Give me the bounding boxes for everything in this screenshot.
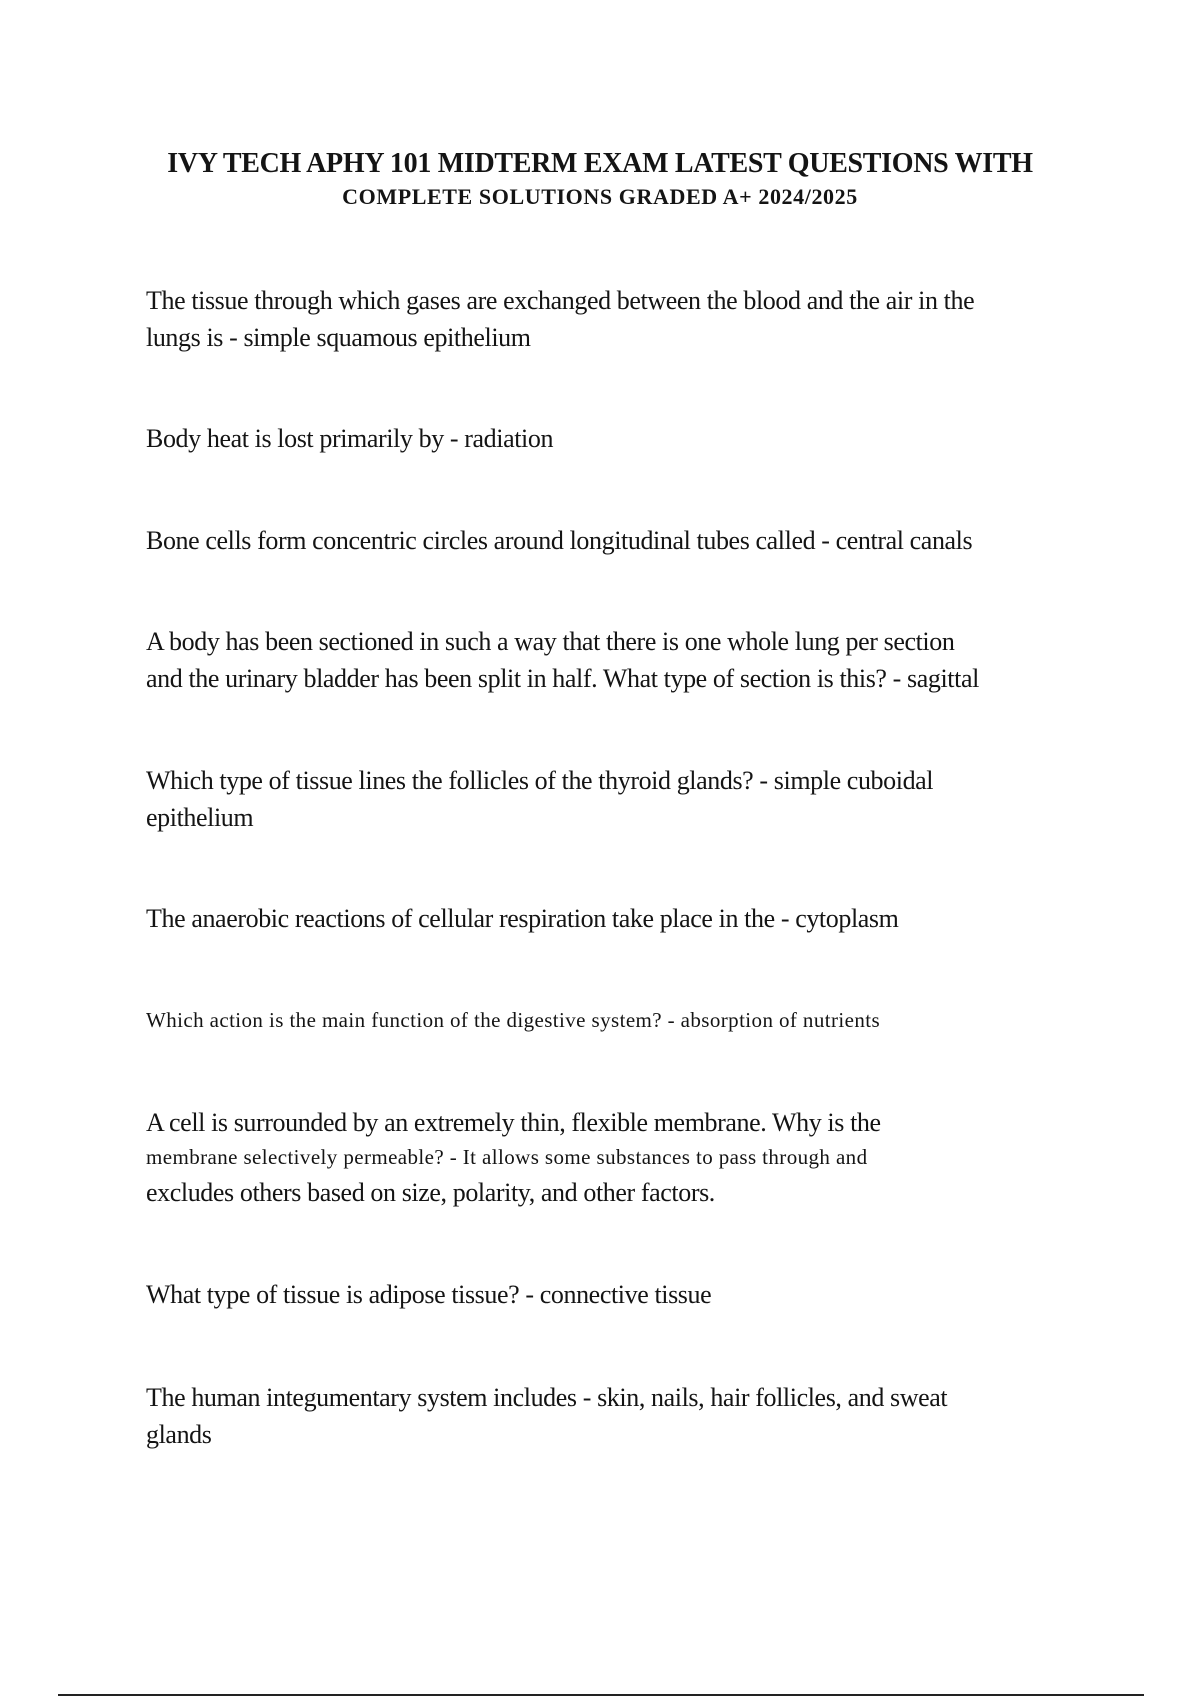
qa-line: Bone cells form concentric circles around longitudinal tubes called - central canals [146,526,973,555]
qa-item-integumentary-system [146,1379,1096,1453]
qa-line: and the urinary bladder has been split in half. What type of section is this? - sagittal [146,664,979,693]
qa-item-anaerobic-reactions [146,900,1096,937]
qa-line: Body heat is lost primarily by - radiation [146,424,554,453]
qa-line: The tissue through which gases are exchanged between the blood and the air in the [146,286,975,315]
page-bottom-rule [58,1694,1144,1696]
qa-line: lungs is - simple squamous epithelium [146,323,531,352]
qa-line: excludes others based on size, polarity, and other factors. [146,1178,715,1207]
qa-item-gas-exchange-tissue [146,282,1096,356]
qa-line: The human integumentary system includes - skin, nails, hair follicles, and sweat [146,1383,948,1412]
qa-line: epithelium [146,803,254,832]
qa-line: glands [146,1420,212,1449]
qa-item-thyroid-follicles [146,762,1096,836]
qa-item-body-heat [146,420,1096,457]
qa-line: Which type of tissue lines the follicles of the thyroid glands? - simple cuboidal [146,766,934,795]
qa-item-selective-permeability [146,1104,1096,1211]
document-title-line-1: IVY TECH APHY 101 MIDTERM EXAM LATEST QUESTIONS WITH [167,148,1033,179]
qa-line: Which action is the main function of the digestive system? - absorption of nutrients [146,1008,881,1032]
qa-line: What type of tissue is adipose tissue? - connective tissue [146,1280,712,1309]
qa-item-digestive-function [146,1002,1096,1039]
qa-line: The anaerobic reactions of cellular respiration take place in the - cytoplasm [146,904,899,933]
qa-line: membrane selectively permeable? - It allows some substances to pass through and [146,1145,868,1169]
qa-item-adipose-tissue [146,1276,1096,1313]
qa-line: A cell is surrounded by an extremely thin, flexible membrane. Why is the [146,1108,881,1137]
document-title-line-2: COMPLETE SOLUTIONS GRADED A+ 2024/2025 [342,184,858,209]
qa-item-sagittal-section [146,623,1096,697]
qa-item-central-canals [146,522,1096,559]
qa-line: A body has been sectioned in such a way that there is one whole lung per section [146,627,955,656]
